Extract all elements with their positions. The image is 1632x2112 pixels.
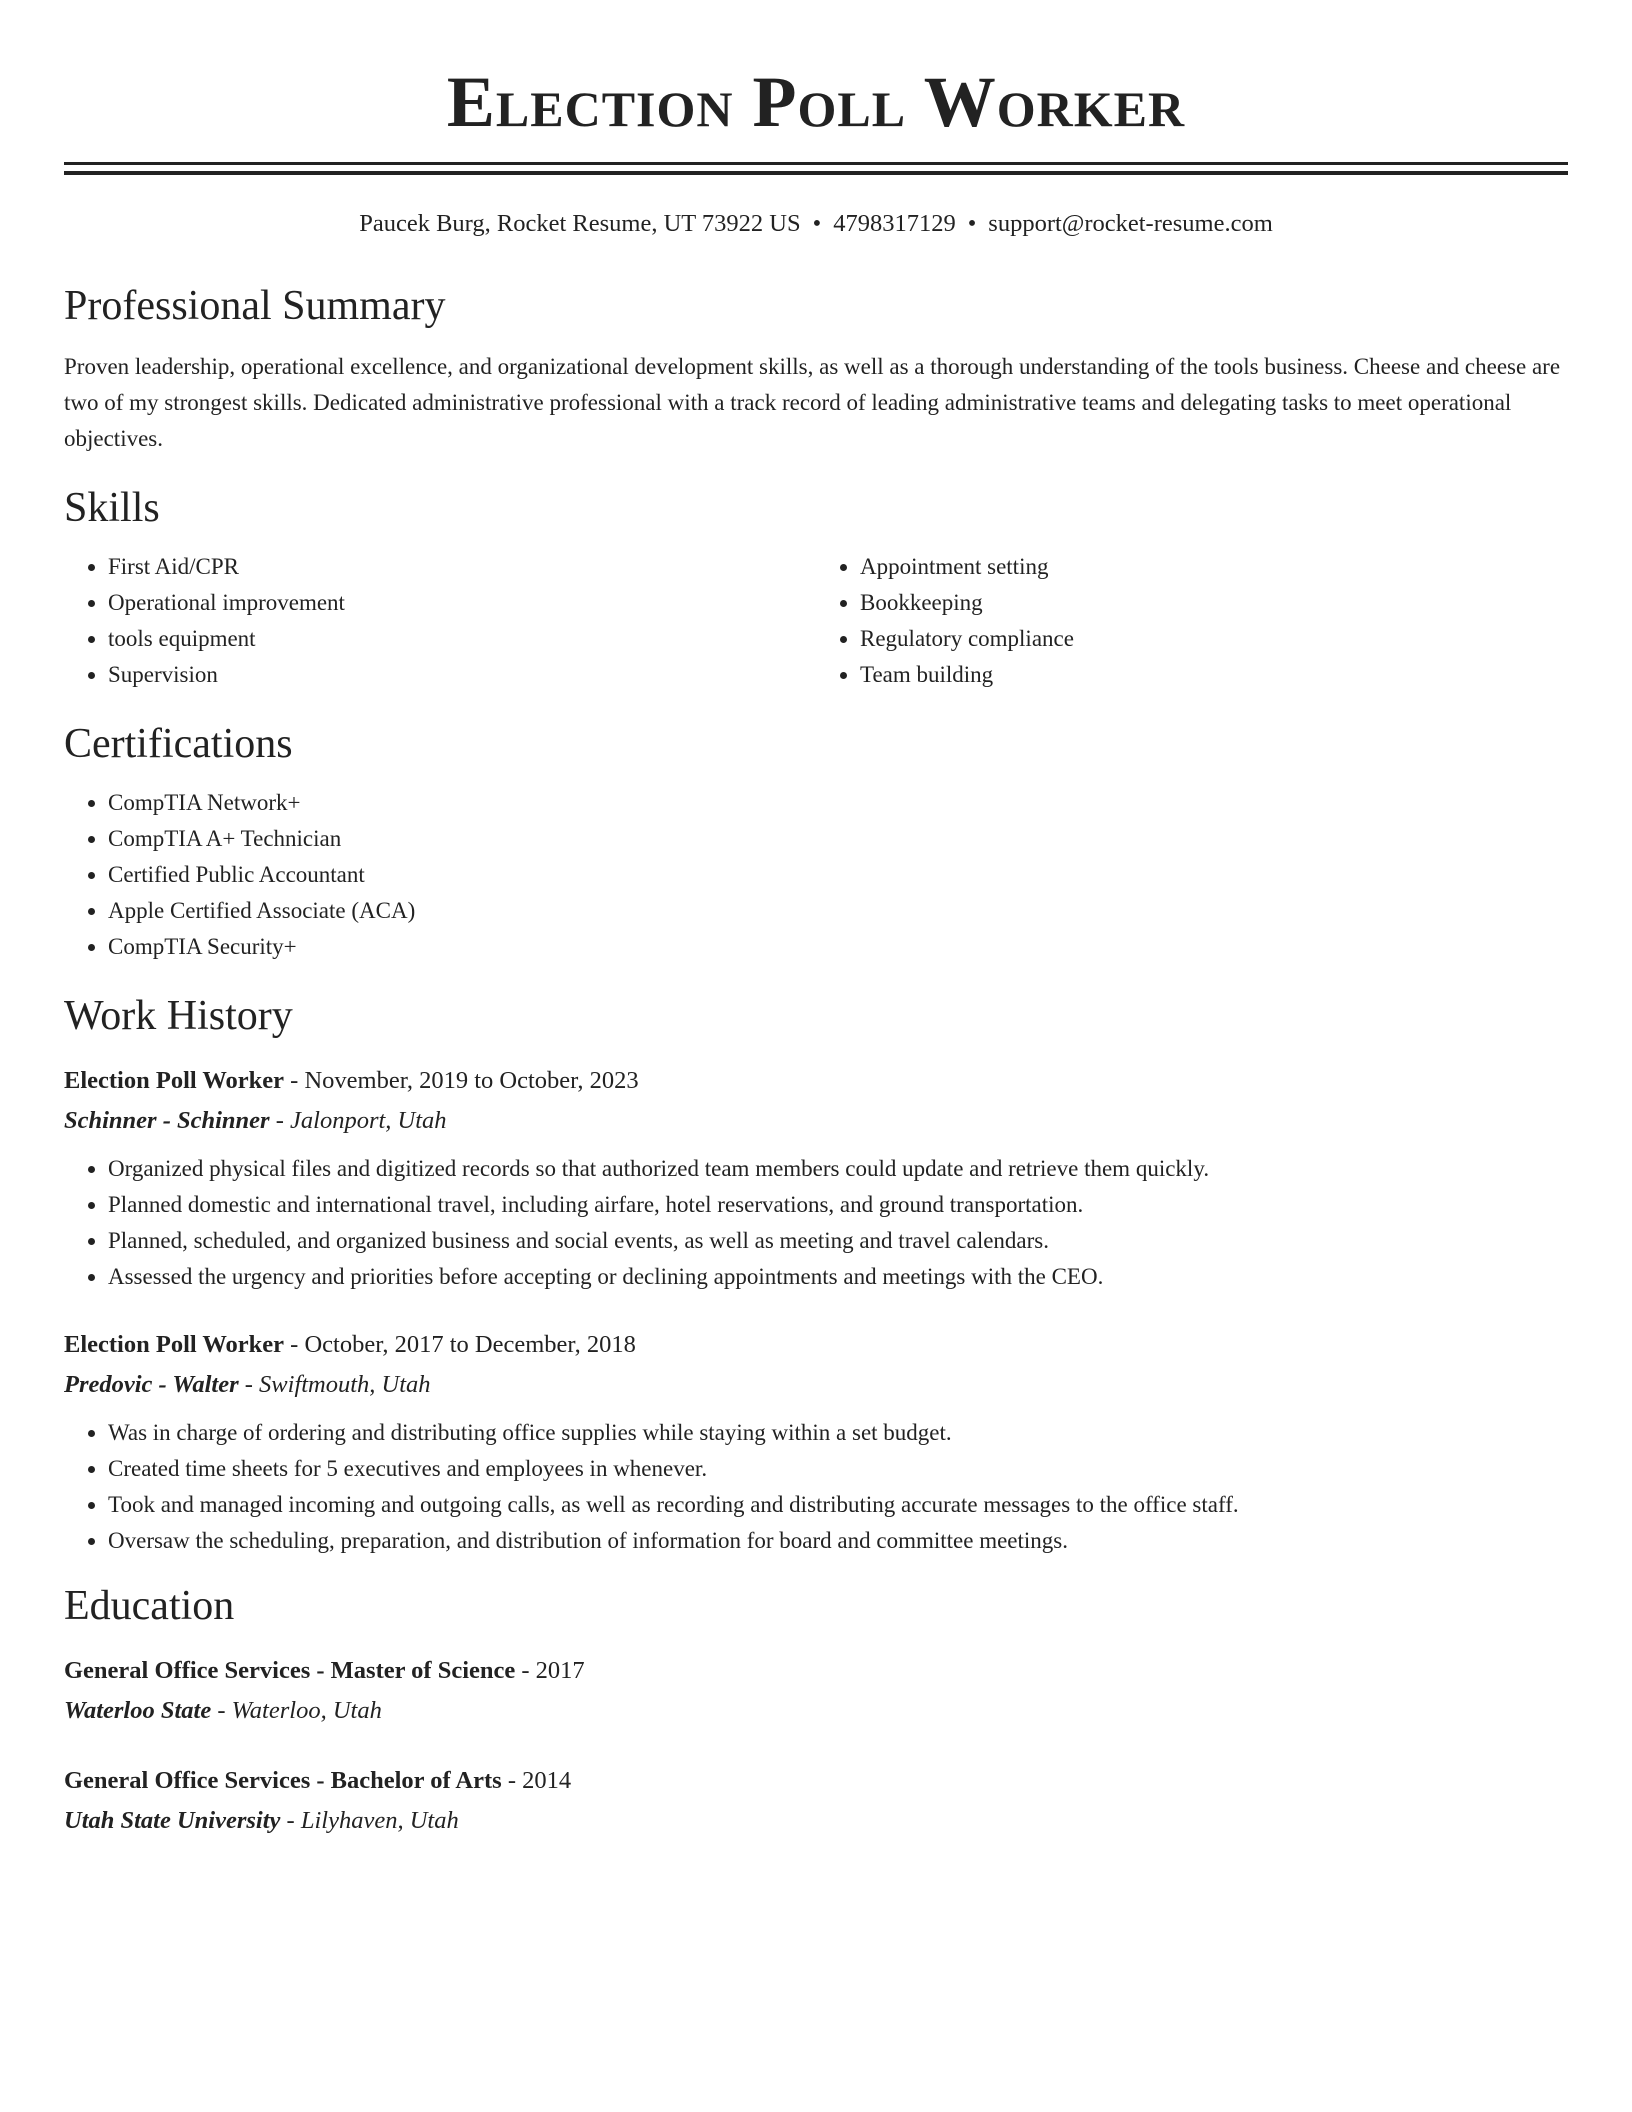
job-role: Election Poll Worker	[64, 1331, 285, 1358]
contact-email: support@rocket-resume.com	[988, 210, 1273, 237]
job-bullet: • Was in charge of ordering and distributing office supplies while staying within a set budget.	[108, 1415, 1568, 1451]
job-company: Schinner - Schinner	[64, 1107, 270, 1134]
job-entry	[64, 1061, 1568, 1295]
skill-item: • First Aid/CPR	[108, 549, 816, 585]
skill-item: • Supervision	[108, 657, 816, 693]
contact-address: Paucek Burg, Rocket Resume, UT 73922 US	[359, 210, 801, 237]
job-bullet: • Planned domestic and international travel, including airfare, hotel reservations, and ground transportation.	[108, 1187, 1568, 1223]
section-heading-certifications: Certifications	[64, 721, 293, 767]
job-bullets	[64, 1415, 1568, 1559]
skill-item: • Team building	[860, 657, 1568, 693]
certification-item: • CompTIA Security+	[108, 929, 1568, 965]
job-location: - Swiftmouth, Utah	[238, 1371, 431, 1398]
job-bullet: • Organized physical files and digitized records so that authorized team members could update and retrieve them quickly.	[108, 1151, 1568, 1187]
skill-item: • tools equipment	[108, 621, 816, 657]
summary-text: Proven leadership, operational excellence, and organizational development skills, as well as a thorough understanding of the tools business. Cheese and cheese are two of my strongest skills. Dedicated administrative professional with a track record of leading administrative teams and delegating tasks to meet operational objectives.	[64, 354, 1561, 451]
resume-name: Election Poll Worker	[446, 62, 1186, 142]
job-bullet: • Oversaw the scheduling, preparation, and distribution of information for board and committee meetings.	[108, 1523, 1568, 1559]
job-company-line	[64, 1365, 1568, 1405]
education-school: Utah State University	[64, 1807, 281, 1834]
certification-item: • Apple Certified Associate (ACA)	[108, 893, 1568, 929]
education-entry	[64, 1651, 1568, 1731]
education-title-line	[64, 1761, 1568, 1801]
skill-item: • Appointment setting	[860, 549, 1568, 585]
job-entry	[64, 1325, 1568, 1559]
skill-item: • Operational improvement	[108, 585, 816, 621]
education-year: - 2017	[515, 1657, 585, 1684]
skills-list	[64, 549, 1568, 693]
job-title-line	[64, 1325, 1568, 1365]
section-heading-work-history: Work History	[64, 993, 293, 1039]
job-bullets	[64, 1151, 1568, 1295]
section-heading-education: Education	[64, 1583, 235, 1629]
skill-item: • Bookkeeping	[860, 585, 1568, 621]
contact-line	[64, 207, 1568, 241]
job-bullet: • Created time sheets for 5 executives and employees in whenever.	[108, 1451, 1568, 1487]
job-title-line	[64, 1061, 1568, 1101]
job-bullet: • Took and managed incoming and outgoing calls, as well as recording and distributing accurate messages to the office staff.	[108, 1487, 1568, 1523]
certification-item: • CompTIA Network+	[108, 785, 1568, 821]
certification-item: • CompTIA A+ Technician	[108, 821, 1568, 857]
education-degree: General Office Services - Bachelor of Arts	[64, 1767, 502, 1794]
job-dates: - October, 2017 to December, 2018	[284, 1331, 636, 1358]
education-school-line	[64, 1691, 1568, 1731]
job-company-line	[64, 1101, 1568, 1141]
section-heading-summary: Professional Summary	[64, 283, 446, 329]
education-location: - Waterloo, Utah	[211, 1697, 382, 1724]
skills-column-right	[816, 549, 1568, 693]
education-degree: General Office Services - Master of Science	[64, 1657, 516, 1684]
certification-item: • Certified Public Accountant	[108, 857, 1568, 893]
header-divider-top	[64, 162, 1568, 165]
education-year: - 2014	[501, 1767, 572, 1794]
job-company: Predovic - Walter	[64, 1371, 239, 1398]
contact-separator: •	[812, 210, 822, 237]
skill-item: • Regulatory compliance	[860, 621, 1568, 657]
education-school: Waterloo State	[64, 1697, 212, 1724]
section-heading-skills: Skills	[64, 485, 160, 531]
education-school-line	[64, 1801, 1568, 1841]
resume-page	[64, 0, 1568, 1841]
education-entry	[64, 1761, 1568, 1841]
job-dates: - November, 2019 to October, 2023	[284, 1067, 639, 1094]
header-divider-bottom	[64, 171, 1568, 175]
job-location: - Jalonport, Utah	[269, 1107, 447, 1134]
skills-column-left	[64, 549, 816, 693]
education-title-line	[64, 1651, 1568, 1691]
job-role: Election Poll Worker	[64, 1067, 285, 1094]
contact-phone: 4798317129	[833, 210, 956, 237]
job-bullet: • Planned, scheduled, and organized business and social events, as well as meeting and travel calendars.	[108, 1223, 1568, 1259]
contact-separator: •	[967, 210, 977, 237]
education-location: - Lilyhaven, Utah	[280, 1807, 459, 1834]
certifications-list	[64, 785, 1568, 965]
job-bullet: • Assessed the urgency and priorities before accepting or declining appointments and meetings with the CEO.	[108, 1259, 1568, 1295]
